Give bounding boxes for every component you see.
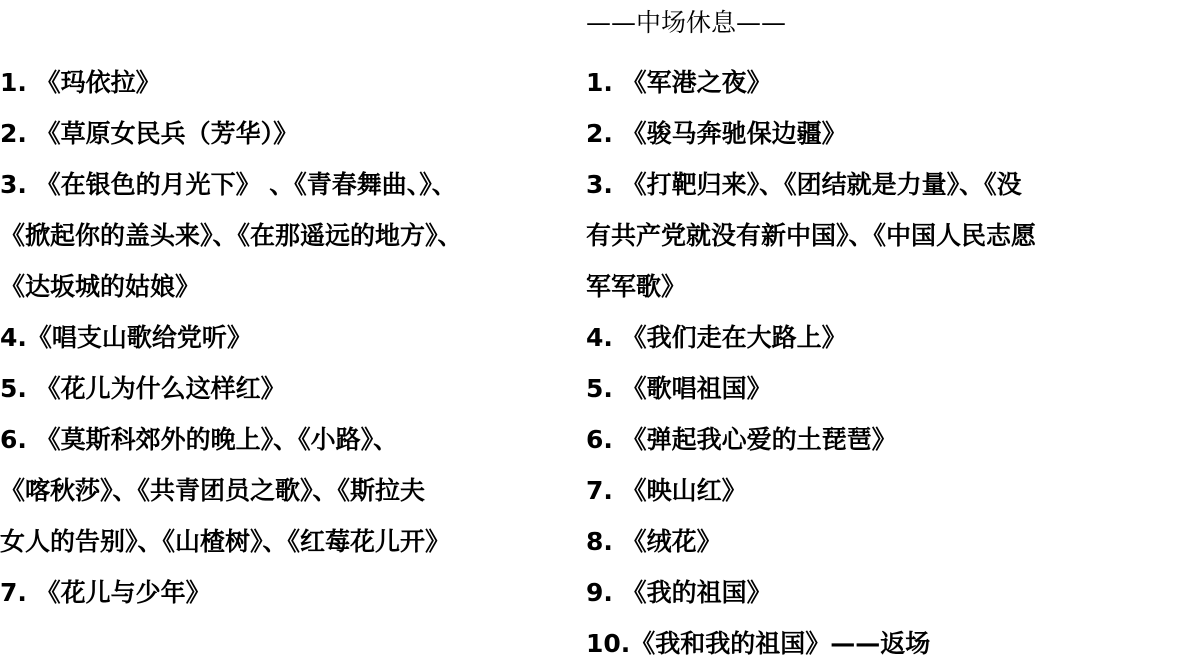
program-line: 4.《唱支山歌给党听》: [0, 323, 252, 352]
program-line: 7. 《花儿与少年》: [0, 578, 211, 607]
program-line: 3. 《打靶归来》、《团结就是力量》、《没: [586, 170, 1022, 199]
program-line: 5. 《歌唱祖国》: [586, 374, 772, 403]
program-line: 1. 《军港之夜》: [586, 68, 772, 97]
program-line: 4. 《我们走在大路上》: [586, 323, 847, 352]
program-line: 10.《我和我的祖国》——返场: [586, 629, 931, 658]
program-line: 9. 《我的祖国》: [586, 578, 772, 607]
program-line: 8. 《绒花》: [586, 527, 722, 556]
program-line: 《达坂城的姑娘》: [0, 272, 201, 301]
program-line: 2. 《草原女民兵（芳华）》: [0, 119, 299, 148]
program-line: 有共产党就没有新中国》、《中国人民志愿: [586, 221, 1037, 250]
program-line: 《掀起你的盖头来》、《在那遥远的地方》、: [0, 221, 463, 250]
program-line: 军军歌》: [586, 272, 687, 301]
intermission-heading: ——中场休息——: [586, 8, 787, 37]
program-line: 1. 《玛依拉》: [0, 68, 161, 97]
program-line: 5. 《花儿为什么这样红》: [0, 374, 286, 403]
program-line: 6. 《莫斯科郊外的晚上》、《小路》、: [0, 425, 399, 454]
program-list-second-half: [586, 57, 1178, 669]
program-line: 7. 《映山红》: [586, 476, 747, 505]
program-line: 《喀秋莎》、《共青团员之歌》、《斯拉夫: [0, 476, 426, 505]
program-line: 6. 《弹起我心爱的土琵琶》: [586, 425, 897, 454]
program-line: 女人的告别》、《山楂树》、《红莓花儿开》: [0, 527, 451, 556]
program-line: 2. 《骏马奔驰保边疆》: [586, 119, 847, 148]
program-line: 3. 《在银色的月光下》 、《青春舞曲、》、: [0, 170, 457, 199]
program-list-first-half: [0, 57, 580, 618]
